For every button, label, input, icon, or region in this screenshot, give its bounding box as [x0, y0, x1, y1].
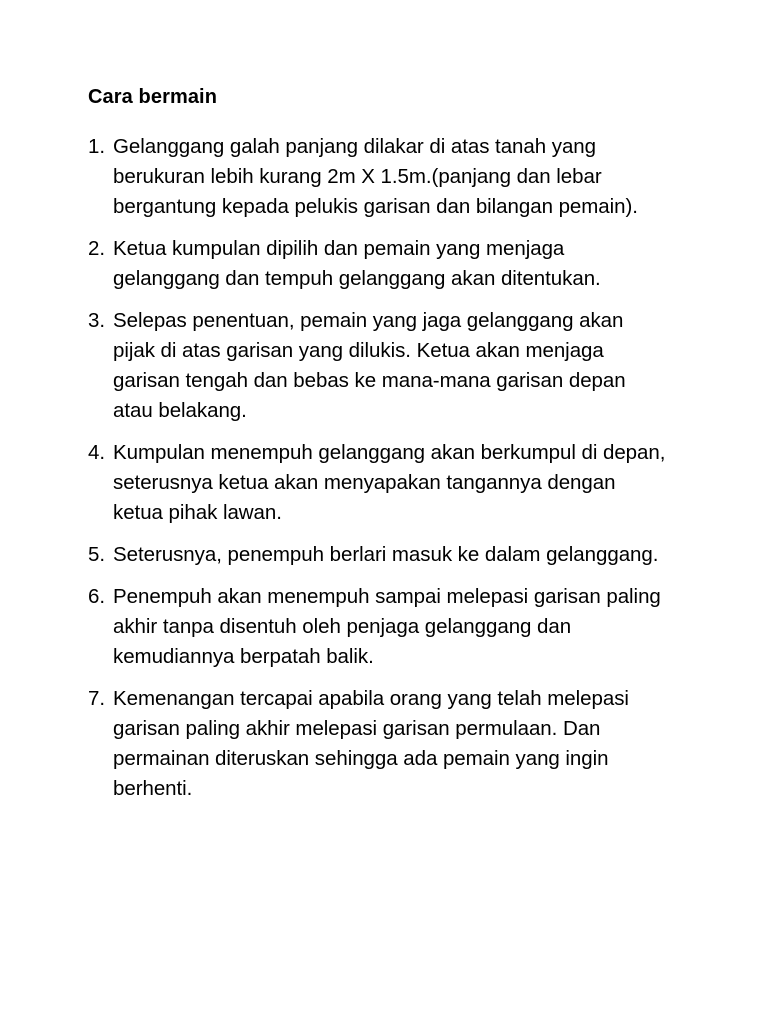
- list-item-number: 4.: [88, 441, 105, 464]
- instructions-list: [88, 132, 668, 804]
- list-item-number: 3.: [88, 309, 105, 332]
- list-item-text: Kumpulan menempuh gelanggang akan berkumpul di depan, seterusnya ketua akan menyapakan tangannya dengan ketua pihak lawan.: [113, 441, 666, 524]
- list-item-text: Penempuh akan menempuh sampai melepasi garisan paling akhir tanpa disentuh oleh penjaga gelanggang dan kemudiannya berpatah balik.: [113, 585, 661, 668]
- page-title: Cara bermain: [88, 86, 218, 108]
- list-item: [88, 132, 668, 222]
- list-item-number: 6.: [88, 585, 105, 608]
- list-item: [88, 438, 668, 528]
- list-item-text: Gelanggang galah panjang dilakar di atas tanah yang berukuran lebih kurang 2m X 1.5m.(panjang dan lebar bergantung kepada pelukis garisan dan bilangan pemain).: [113, 135, 638, 218]
- list-item-text: Selepas penentuan, pemain yang jaga gelanggang akan pijak di atas garisan yang dilukis. Ketua akan menjaga garisan tengah dan bebas ke mana-mana garisan depan atau belakang.: [113, 309, 626, 422]
- list-item-number: 1.: [88, 135, 105, 158]
- list-item-number: 2.: [88, 237, 105, 260]
- list-item: [88, 540, 668, 570]
- list-item-number: 7.: [88, 687, 105, 710]
- list-item: [88, 582, 668, 672]
- list-item-text: Ketua kumpulan dipilih dan pemain yang menjaga gelanggang dan tempuh gelanggang akan ditentukan.: [113, 237, 601, 290]
- list-item: [88, 306, 668, 426]
- document-content: [88, 84, 668, 804]
- list-item: [88, 234, 668, 294]
- list-item: [88, 684, 668, 804]
- list-item-text: Kemenangan tercapai apabila orang yang telah melepasi garisan paling akhir melepasi garisan permulaan. Dan permainan diteruskan sehingga ada pemain yang ingin berhenti.: [113, 687, 629, 800]
- list-item-number: 5.: [88, 543, 105, 566]
- list-item-text: Seterusnya, penempuh berlari masuk ke dalam gelanggang.: [113, 543, 659, 566]
